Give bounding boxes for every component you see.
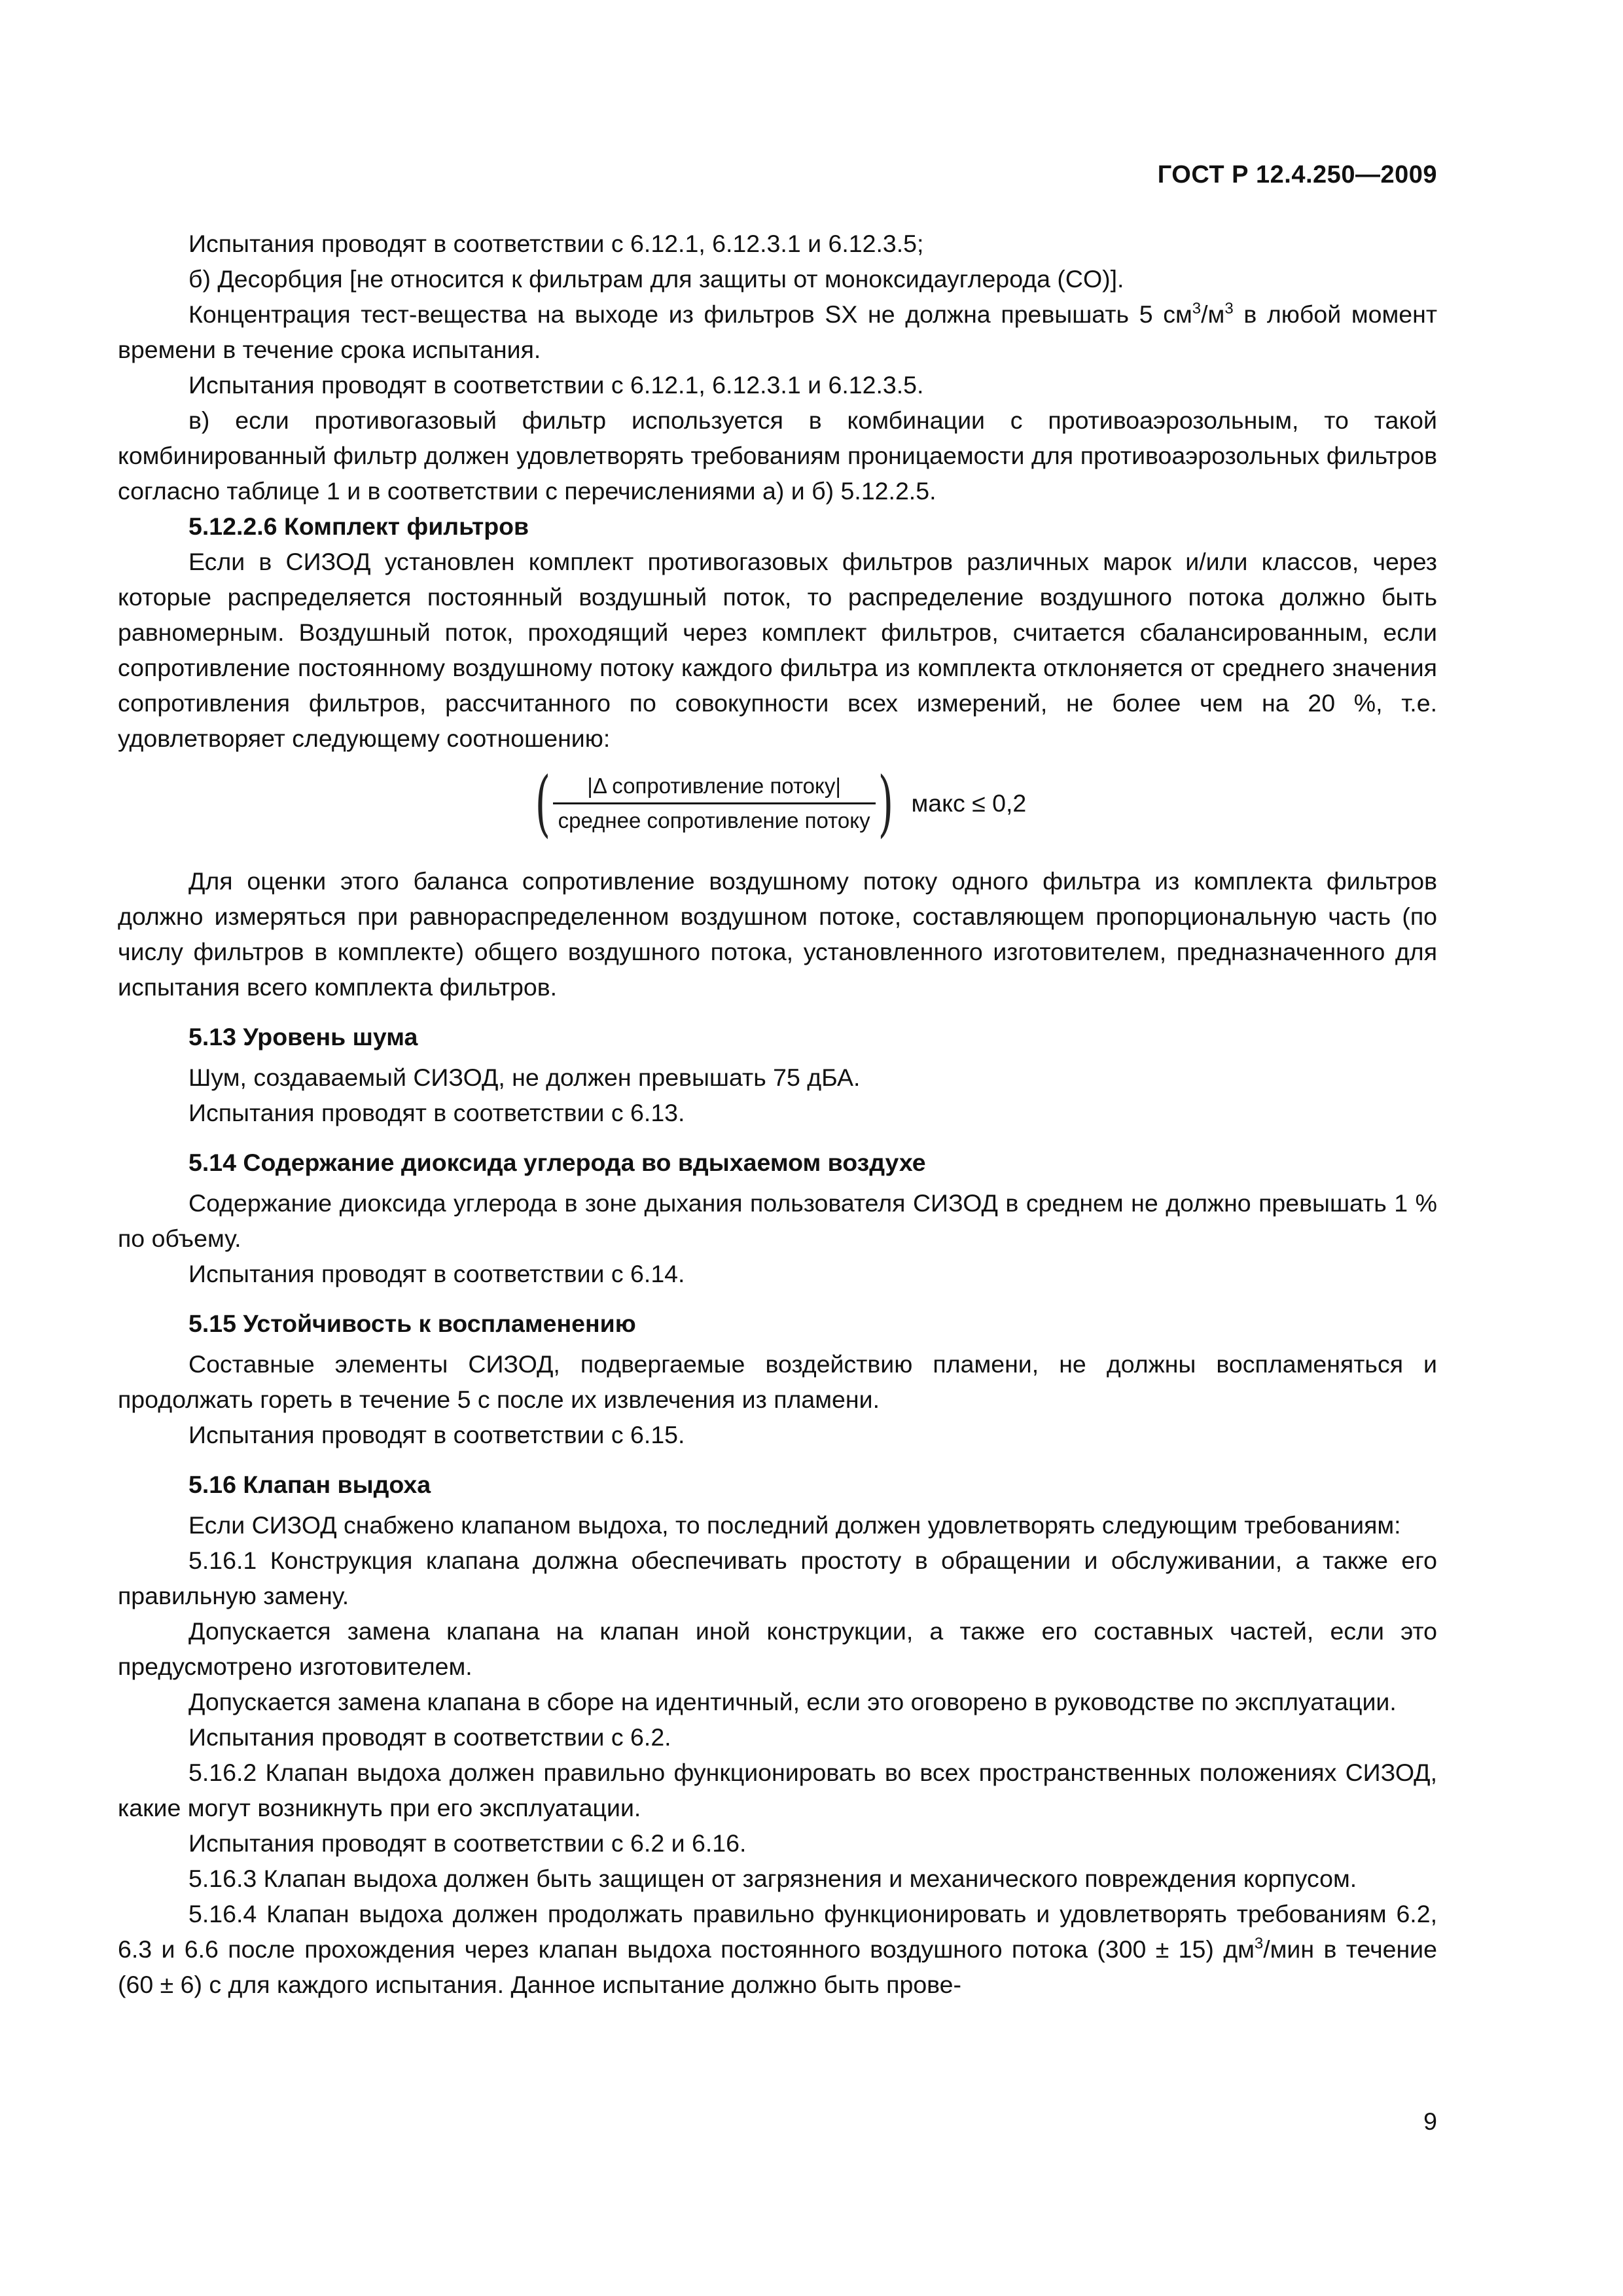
paragraph: Испытания проводят в соответствии с 6.12.1, 6.12.3.1 и 6.12.3.5; [188, 230, 924, 257]
paragraph: Испытания проводят в соответствии с 6.13. [188, 1099, 685, 1126]
paragraph: 5.16.2 Клапан выдоха должен правильно функционировать во всех пространственных положениях СИЗОД, какие могут возникнуть при его эксплуатации. [118, 1759, 1437, 1821]
paragraph: Для оценки этого баланса сопротивление воздушному потоку одного фильтра из комплекта фильтров должно измеряться при равнораспределенном воздушном потоке, составляющем пропорциональную часть (по числу фильтров в комплекте) общего воздушного потока, установленного изготовителем, предназначенного для испытания всего комплекта фильтров. [118, 867, 1437, 1001]
paragraph: 5.16.1 Конструкция клапана должна обеспечивать простоту в обращении и обслуживании, а также его правильную замену. [118, 1547, 1437, 1609]
paragraph: Испытания проводят в соответствии с 6.2. [188, 1723, 671, 1751]
document-body [118, 226, 1437, 2002]
text-fragment: Концентрация тест-вещества на выходе из фильтров SX не должна превышать 5 см [188, 300, 1192, 328]
paragraph: Если в СИЗОД установлен комплект противогазовых фильтров различных марок и/или классов, через которые распределяется постоянный воздушный поток, то распределение воздушного потока должно быть равномерным. Воздушный поток, проходящий через комплект фильтров, считается сбалансированным, если сопротивление постоянному воздушному потоку каждого фильтра из комплекта отклоняется от среднего значения сопротивления фильтров, рассчитанного по совокупности всех измерений, не более чем на 20 %, т.е. удовлетворяет следующему соотношению: [118, 548, 1437, 752]
text-fragment: /мин в течение (60 ± 6) с для каждого испытания. Данное испытание должно быть прове- [118, 1935, 1437, 1998]
formula-denominator: среднее сопротивление потоку [558, 808, 870, 833]
section-heading: 5.12.2.6 Комплект фильтров [188, 512, 529, 540]
formula-condition: макс ≤ 0,2 [911, 789, 1027, 817]
text-fragment: 5.16.4 Клапан выдоха должен продолжать правильно функционировать и удовлетворять требованиям 6.2, 6.3 и 6.6 после прохождения через клапан выдоха постоянного воздушного потока (300 ± 15) дм [118, 1900, 1437, 1963]
paragraph: Составные элементы СИЗОД, подвергаемые воздействию пламени, не должны воспламеняться и продолжать гореть в течение 5 с после их извлечения из пламени. [118, 1350, 1437, 1413]
section-heading: 5.15 Устойчивость к воспламенению [188, 1310, 636, 1337]
paragraph: Испытания проводят в соответствии с 6.2 и 6.16. [188, 1829, 747, 1857]
text-fragment: в любой момент времени в течение срока испытания. [118, 300, 1438, 363]
page-number: 9 [1423, 2108, 1437, 2135]
paragraph: Испытания проводят в соответствии с 6.12.1, 6.12.3.1 и 6.12.3.5. [188, 371, 924, 399]
paragraph: Испытания проводят в соответствии с 6.14. [188, 1260, 685, 1287]
left-parenthesis: ( [535, 761, 550, 845]
paragraph: Испытания проводят в соответствии с 6.15. [188, 1421, 685, 1448]
superscript: 3 [1192, 300, 1202, 317]
paragraph: Шум, создаваемый СИЗОД, не должен превышать 75 дБА. [188, 1064, 861, 1091]
superscript: 3 [1254, 1935, 1264, 1952]
section-heading: 5.13 Уровень шума [188, 1023, 418, 1050]
paragraph [118, 1896, 1437, 2002]
formula-fraction [553, 772, 876, 835]
right-parenthesis: ) [878, 761, 893, 845]
paragraph [118, 296, 1437, 367]
fraction-bar [553, 802, 876, 804]
formula-numerator: |Δ сопротивление потоку| [587, 773, 841, 798]
paragraph: 5.16.3 Клапан выдоха должен быть защищен от загрязнения и механического повреждения корпусом. [188, 1865, 1357, 1892]
paragraph: Допускается замена клапана в сборе на идентичный, если это оговорено в руководстве по эксплуатации. [188, 1688, 1397, 1715]
paragraph: Содержание диоксида углерода в зоне дыхания пользователя СИЗОД в среднем не должно превышать 1 % по объему. [118, 1189, 1437, 1252]
paragraph: б) Десорбция [не относится к фильтрам для защиты от моноксидауглерода (CO)]. [188, 265, 1124, 293]
paragraph: в) если противогазовый фильтр используется в комбинации с противоаэрозольным, то такой комбинированный фильтр должен удовлетворять требованиям проницаемости для противоаэрозольных фильтров согласно таблице 1 и в соответствии с перечислениями а) и б) 5.12.2.5. [118, 406, 1437, 505]
balance-formula [118, 761, 1437, 845]
section-heading: 5.14 Содержание диоксида углерода во вдыхаемом воздухе [188, 1149, 926, 1176]
text-fragment: /м [1201, 300, 1225, 328]
paragraph: Если СИЗОД снабжено клапаном выдоха, то последний должен удовлетворять следующим требованиям: [188, 1511, 1401, 1539]
section-heading: 5.16 Клапан выдоха [188, 1471, 431, 1498]
paragraph: Допускается замена клапана на клапан иной конструкции, а также его составных частей, если это предусмотрено изготовителем. [118, 1617, 1437, 1680]
superscript: 3 [1224, 300, 1234, 317]
document-standard-number: ГОСТ Р 12.4.250—2009 [1157, 161, 1437, 188]
